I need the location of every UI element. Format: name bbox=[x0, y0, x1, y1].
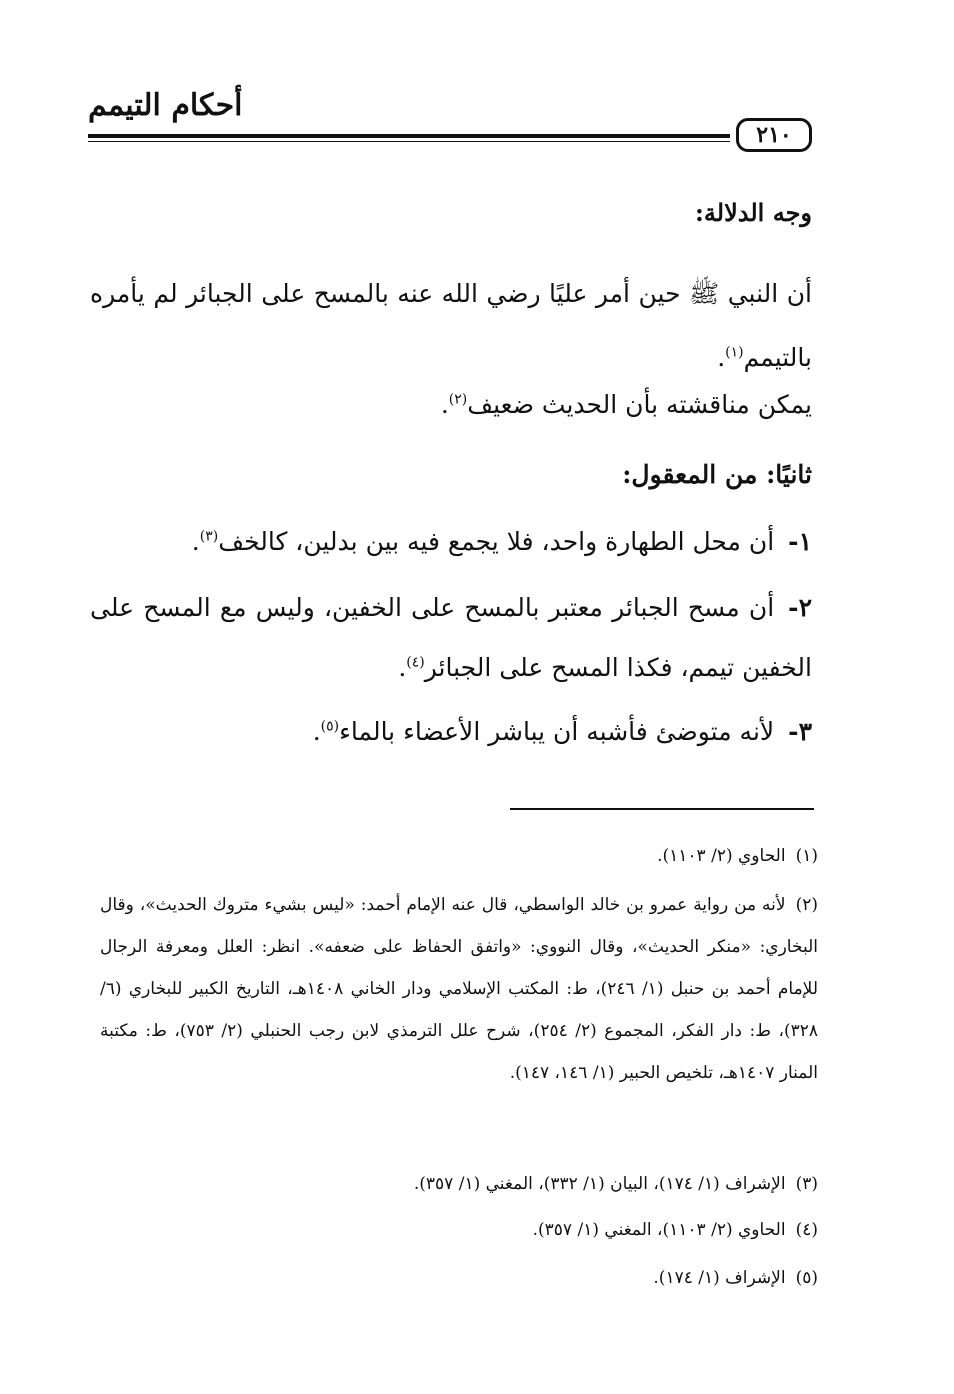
footnote bbox=[100, 1166, 818, 1202]
footnote-text: الحاوي (٢/ ١١٠٣)، المغني (١/ ٣٥٧). bbox=[532, 1220, 786, 1240]
footnote-separator bbox=[510, 808, 814, 810]
evidence-text: أن النبي ﷺ حين أمر عليًا رضي الله عنه بالمسح على الجبائر لم يأمره بالتيمم bbox=[90, 279, 812, 372]
footnote-number: (٣) bbox=[795, 1174, 818, 1194]
footnote-text: الحاوي (٢/ ١١٠٣). bbox=[657, 846, 786, 866]
evidence-paragraph: أن النبي ﷺ حين أمر عليًا رضي الله عنه بالمسح على الجبائر لم يأمره بالتيمم$^{(١)}$. bbox=[90, 279, 812, 372]
page-number: ٢١٠ bbox=[736, 118, 812, 152]
footnote-ref: (٢) bbox=[448, 391, 468, 408]
list-item: ٣-لأنه متوضئ فأشبه أن يباشر الأعضاء بالماء$^{(٥)}$. bbox=[312, 717, 812, 746]
footnote-number: (٤) bbox=[795, 1220, 818, 1240]
list-item: ١-أن محل الطهارة واحد، فلا يجمع فيه بين بدلين، كالخف$^{(٣)}$. bbox=[191, 527, 812, 556]
footnote bbox=[100, 884, 818, 1094]
item-text: لأنه متوضئ فأشبه أن يباشر الأعضاء بالماء bbox=[339, 717, 775, 746]
footnote-ref: (٣) bbox=[199, 528, 219, 545]
evidence-heading: وجه الدلالة: bbox=[695, 198, 812, 227]
list-item: ٢-أن مسح الجبائر معتبر بالمسح على الخفين، وليس مع المسح على الخفين تيمم، فكذا المسح على الجبائر$^{(٤)}$. bbox=[90, 593, 812, 682]
footnote-ref: (١) bbox=[725, 344, 744, 361]
footnote-ref: (٥) bbox=[320, 718, 340, 735]
item-number: ١- bbox=[788, 527, 812, 556]
item-text: أن مسح الجبائر معتبر بالمسح على الخفين، وليس مع المسح على الخفين تيمم، فكذا المسح على الجبائر bbox=[90, 593, 812, 682]
footnote-number: (١) bbox=[795, 846, 818, 866]
header-rule-thin bbox=[88, 141, 730, 142]
item-number: ٣- bbox=[788, 717, 812, 746]
discussion-paragraph: يمكن مناقشته بأن الحديث ضعيف$^{(٢)}$. bbox=[440, 390, 812, 419]
footnote-ref: (٤) bbox=[406, 654, 425, 671]
footnote-text: لأنه من رواية عمرو بن خالد الواسطي، قال عنه الإمام أحمد: «ليس بشيء متروك الحديث»، وقال البخاري: «منكر الحديث»، وقال النووي: «واتفق الحفاظ على ضعفه». انظر: العلل ومعرفة الرجال للإمام أحمد بن حنبل (١/ ٢٤٦)، ط: المكتب الإسلامي ودار الخاني ١٤٠٨هـ، التاريخ الكبير للبخاري (٦/ ٣٢٨)، ط: دار الفكر، المجموع (٢/ ٢٥٤)، شرح علل الترمذي لابن رجب الحنبلي (٢/ ٧٥٣)، ط: مكتبة المنار ١٤٠٧هـ، تلخيص الحبير (١/ ١٤٦، ١٤٧). bbox=[100, 895, 819, 1083]
footnote-number: (٥) bbox=[795, 1268, 818, 1288]
running-title: أحكام التيمم bbox=[88, 88, 243, 123]
item-text: أن محل الطهارة واحد، فلا يجمع فيه بين بدلين، كالخف bbox=[218, 527, 775, 556]
footnote-text: الإشراف (١/ ١٧٤). bbox=[653, 1268, 786, 1288]
item-number: ٢- bbox=[788, 593, 812, 622]
footnote bbox=[100, 838, 818, 874]
discussion-text: يمكن مناقشته بأن الحديث ضعيف bbox=[467, 390, 812, 419]
footnote bbox=[100, 1212, 818, 1248]
footnote bbox=[100, 1260, 818, 1296]
header-rule bbox=[88, 134, 730, 138]
rational-heading: ثانيًا: من المعقول: bbox=[622, 460, 812, 489]
page-header bbox=[88, 88, 812, 158]
footnote-text: الإشراف (١/ ١٧٤)، البيان (١/ ٣٣٢)، المغني (١/ ٣٥٧). bbox=[413, 1174, 786, 1194]
footnote-number: (٢) bbox=[795, 895, 818, 915]
